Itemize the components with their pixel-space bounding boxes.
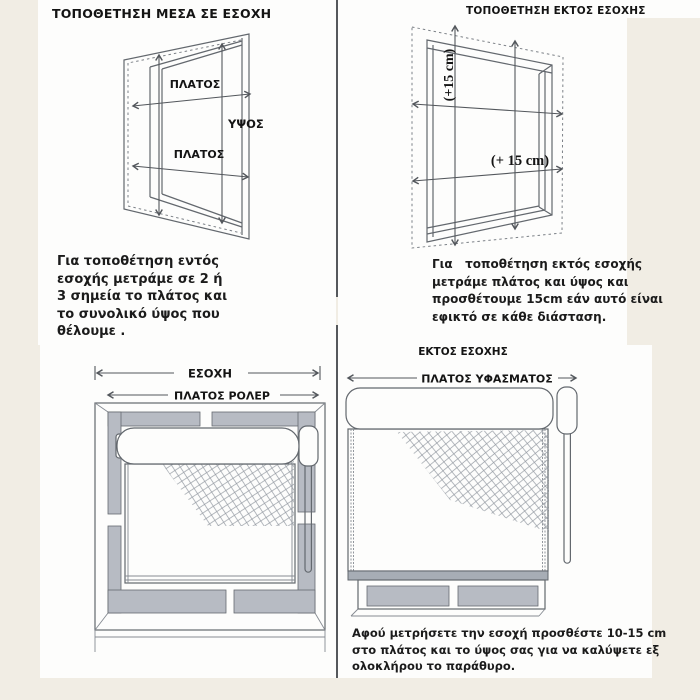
width-label-top: ΠΛΑΤΟΣ xyxy=(169,78,221,91)
roller-outside-recess-diagram xyxy=(345,370,585,620)
vertical-divider-top xyxy=(336,0,338,297)
note-measure-recess xyxy=(352,625,666,675)
vertical-divider-bottom xyxy=(336,325,338,678)
note-line: εφικτό σε κάθε διάσταση. xyxy=(432,309,607,324)
note-line: Για τοποθέτηση εκτός εσοχής xyxy=(432,257,642,271)
roller-tube xyxy=(117,428,299,464)
note-line: εσοχής μετράμε σε 2 ή xyxy=(57,271,223,287)
window-outer-frame xyxy=(124,34,249,239)
note-line: Αφού μετρήσετε την εσοχή προσθέστε 10-15 cm xyxy=(352,626,667,640)
note-inside-recess xyxy=(57,253,227,341)
note-line: το συνολικό ύψος που xyxy=(57,306,220,322)
note-outside-recess xyxy=(432,256,663,326)
note-line: προσθέτουμε 15cm εάν αυτό είναι xyxy=(432,292,663,306)
roller-in-recess-diagram xyxy=(88,360,336,660)
fabric-width-measure-row xyxy=(348,373,576,386)
window-sill xyxy=(351,580,545,616)
plus-15cm-width-label: (+ 15 cm) xyxy=(490,153,550,169)
roller-tube xyxy=(346,388,553,429)
note-line: στο πλάτος και το ύψος σας για να καλύψετε εξ xyxy=(352,642,660,657)
roller-width-measure-row xyxy=(108,390,318,403)
note-line: ολοκλήρου το παράθυρο. xyxy=(352,659,516,673)
chain-icon xyxy=(564,434,570,563)
note-line: 3 σημεία το πλάτος και xyxy=(57,289,228,304)
height-label: ΥΨΟΣ xyxy=(228,117,264,131)
note-line: θέλουμε . xyxy=(57,324,126,339)
outside-recess-window-diagram xyxy=(403,18,608,260)
fabric-bottom-bar xyxy=(348,571,548,580)
title-outside-recess: ΕΚΤΟΣ ΕΣΟΧΗΣ xyxy=(418,346,508,358)
inside-recess-window-diagram xyxy=(95,22,335,250)
recess-label: ΕΣΟΧΗ xyxy=(188,366,232,381)
roller-right-bracket xyxy=(299,426,318,466)
roller-width-label: ΠΛΑΤΟΣ ΡΟΛΕΡ xyxy=(174,389,270,403)
width-label-bottom: ΠΛΑΤΟΣ xyxy=(173,148,225,161)
note-line: μετράμε πλάτος και ύψος και xyxy=(432,274,629,289)
plus-15cm-height-label: (+15 cm) xyxy=(442,48,457,102)
wall-extension-lines xyxy=(95,630,325,652)
recess-measure-row xyxy=(95,366,320,381)
roller-right-bracket xyxy=(557,387,577,434)
fabric-width-label: ΠΛΑΤΟΣ ΥΦΑΣΜΑΤΟΣ xyxy=(421,372,553,386)
title-install-outside-recess: ΤΟΠΟΘΕΤΗΣΗ ΕΚΤΟΣ ΕΣΟΧΗΣ xyxy=(466,5,646,17)
title-install-inside-recess: ΤΟΠΟΘΕΤΗΣΗ ΜΕΣΑ ΣΕ ΕΣΟΧΗ xyxy=(52,6,272,21)
note-line: Για τοποθέτηση εντός xyxy=(57,254,219,269)
